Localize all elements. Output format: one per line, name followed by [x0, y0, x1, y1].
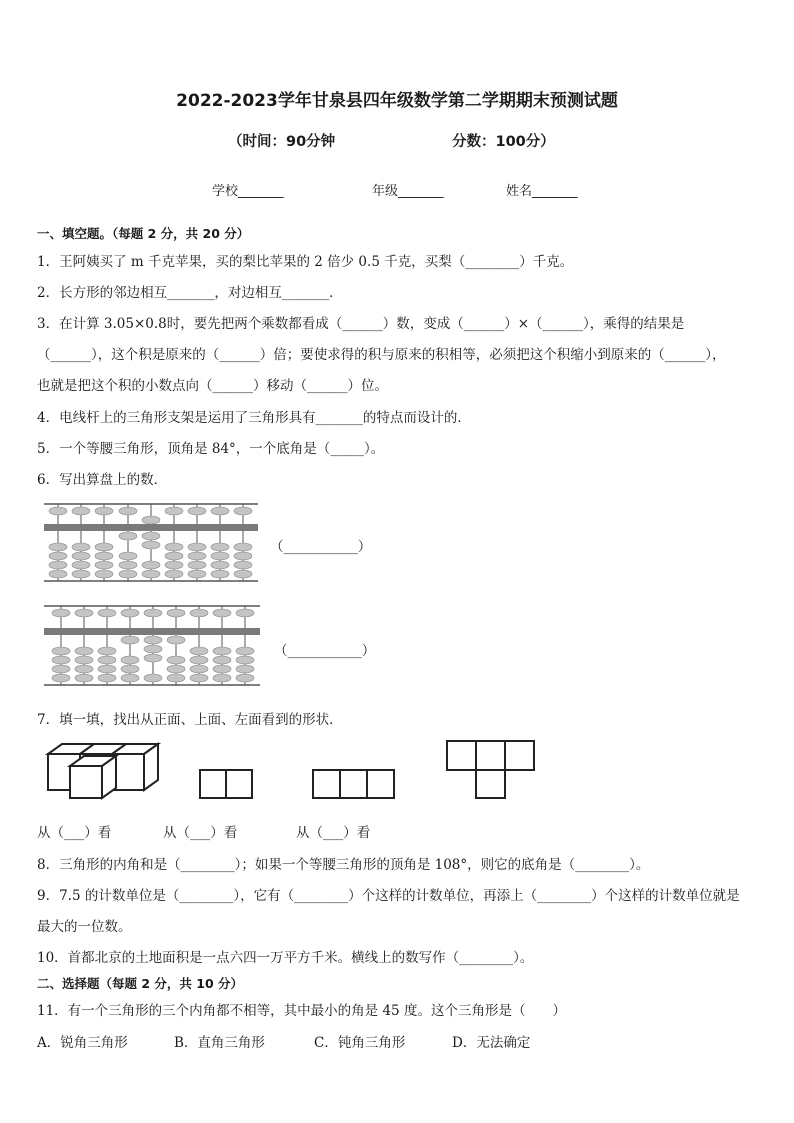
view-label-1: 从（___）看 — [37, 825, 112, 841]
question-2: 2．长方形的邻边相互_______，对边相互_______． — [37, 285, 343, 301]
question-10: 10．首都北京的土地面积是一点六四一万平方千米。横线上的数写作（________）。 — [37, 950, 534, 966]
question-9-line-2: 最大的一位数。 — [37, 919, 132, 935]
question-3-line-1: 3．在计算 3.05×0.8时，要先把两个乘数都看成（______）数，变成（______）×（______），乘得的结果是 — [37, 316, 685, 332]
question-9-line-1: 9．7.5 的计数单位是（________），它有（________）个这样的计数单位，再添上（________）个这样的计数单位就是 — [37, 888, 740, 904]
cube-stack-figure — [48, 744, 158, 798]
school-field: 学校_______ — [212, 184, 284, 199]
question-1: 1．王阿姨买了 m 千克苹果，买的梨比苹果的 2 倍少 0.5 千克，买梨（________）千克。 — [37, 254, 574, 270]
question-4: 4．电线杆上的三角形支架是运用了三角形具有_______的特点而设计的． — [37, 410, 471, 426]
view-three-squares — [313, 770, 394, 798]
exam-score: 分数：100分） — [452, 134, 555, 150]
view-t-shape — [447, 741, 534, 798]
question-8: 8．三角形的内角和是（________）；如果一个等腰三角形的顶角是 108°，则它的底角是（________）。 — [37, 857, 650, 873]
question-11: 11．有一个三角形的三个内角都不相等，其中最小的角是 45 度。这个三角形是（ ） — [37, 1003, 566, 1019]
view-two-squares — [200, 770, 252, 798]
abacus-2 — [44, 605, 264, 687]
option-b: B．直角三角形 — [174, 1035, 265, 1051]
section-heading-fill-blank: 一、填空题。（每题 2 分，共 20 分） — [37, 226, 250, 241]
question-7: 7．填一填，找出从正面、上面、左面看到的形状． — [37, 712, 343, 728]
abacus-1 — [44, 503, 264, 583]
abacus-1-answer-blank: （___________） — [270, 539, 372, 555]
question-5: 5．一个等腰三角形，顶角是 84°，一个底角是（_____）。 — [37, 441, 385, 457]
exam-time: （时间：90分钟 — [228, 134, 336, 150]
option-d: D．无法确定 — [452, 1035, 531, 1051]
question-3-line-3: 也就是把这个积的小数点向（______）移动（______）位。 — [37, 378, 388, 394]
abacus-2-answer-blank: （___________） — [274, 643, 376, 659]
section-heading-choice: 二、选择题（每题 2 分，共 10 分） — [37, 976, 244, 991]
q7-figures — [40, 738, 540, 808]
view-label-2: 从（___）看 — [163, 825, 238, 841]
option-c: C．钝角三角形 — [314, 1035, 406, 1051]
question-3-line-2: （______），这个积是原来的（______）倍；要使求得的积与原来的积相等，必须把这个积缩小到原来的（______）， — [37, 347, 726, 363]
name-field: 姓名_______ — [506, 184, 578, 199]
page-title: 2022-2023学年甘泉县四年级数学第二学期期末预测试题 — [176, 91, 618, 111]
option-a: A．锐角三角形 — [37, 1035, 128, 1051]
question-6: 6．写出算盘上的数． — [37, 472, 168, 488]
grade-field: 年级_______ — [372, 184, 444, 199]
view-label-3: 从（___）看 — [296, 825, 371, 841]
